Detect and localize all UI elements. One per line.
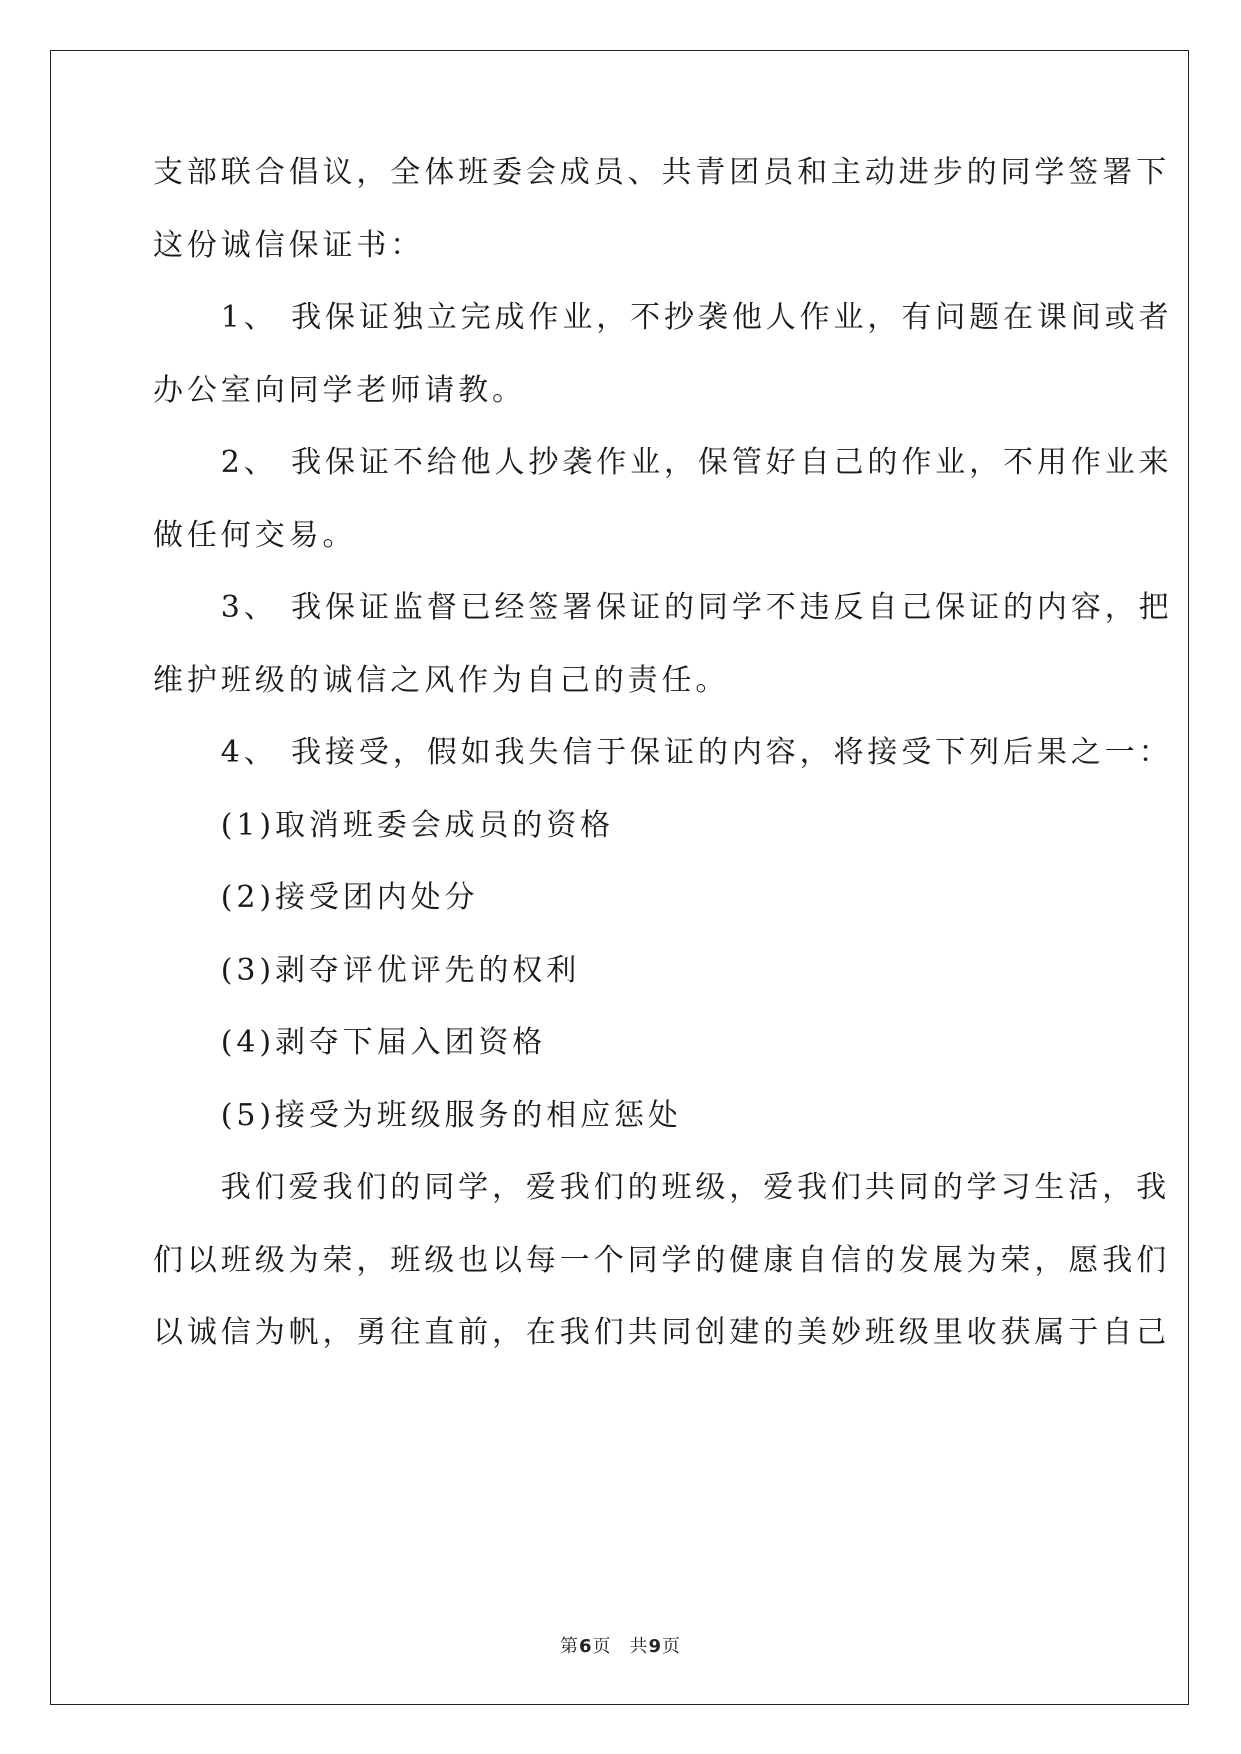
- body-line-1: 支部联合倡议，全体班委会成员、共青团员和主动进步的同学签署下: [153, 155, 1170, 190]
- page-footer: [0, 1632, 1241, 1658]
- list-item-5: (5)接受为班级服务的相应惩处: [153, 1098, 682, 1133]
- list-item-3: (3)剥夺评优评先的权利: [153, 953, 581, 988]
- total-prefix: 共: [629, 1636, 649, 1657]
- body-line-16: 们以班级为荣，班级也以每一个同学的健康自信的发展为荣，愿我们: [153, 1243, 1170, 1278]
- total-suffix: 页: [662, 1636, 682, 1657]
- total-pages-number: 9: [648, 1636, 663, 1657]
- list-item-4: (4)剥夺下届入团资格: [153, 1025, 547, 1060]
- body-line-15: 我们爱我们的同学，爱我们的班级，爱我们共同的学习生活，我: [153, 1170, 1170, 1205]
- body-line-6: 做任何交易。: [153, 518, 357, 553]
- page-prefix: 第: [559, 1636, 579, 1657]
- list-item-1: (1)取消班委会成员的资格: [153, 808, 614, 843]
- body-line-9: 4、 我接受，假如我失信于保证的内容，将接受下列后果之一：: [153, 735, 1173, 770]
- list-item-2: (2)接受团内处分: [153, 880, 479, 915]
- body-line-8: 维护班级的诚信之风作为自己的责任。: [153, 663, 730, 698]
- body-line-7: 3、 我保证监督已经签署保证的同学不违反自己保证的内容，把: [153, 590, 1173, 625]
- page-suffix: 页: [592, 1636, 612, 1657]
- body-line-4: 办公室向同学老师请教。: [153, 373, 526, 408]
- current-page-number: 6: [578, 1636, 593, 1657]
- body-line-2: 这份诚信保证书：: [153, 228, 425, 263]
- page-border: [50, 50, 1189, 1705]
- body-line-3: 1、 我保证独立完成作业，不抄袭他人作业，有问题在课间或者: [153, 300, 1173, 335]
- body-line-5: 2、 我保证不给他人抄袭作业，保管好自己的作业，不用作业来: [153, 445, 1173, 480]
- body-line-17: 以诚信为帆，勇往直前，在我们共同创建的美妙班级里收获属于自己: [153, 1315, 1170, 1350]
